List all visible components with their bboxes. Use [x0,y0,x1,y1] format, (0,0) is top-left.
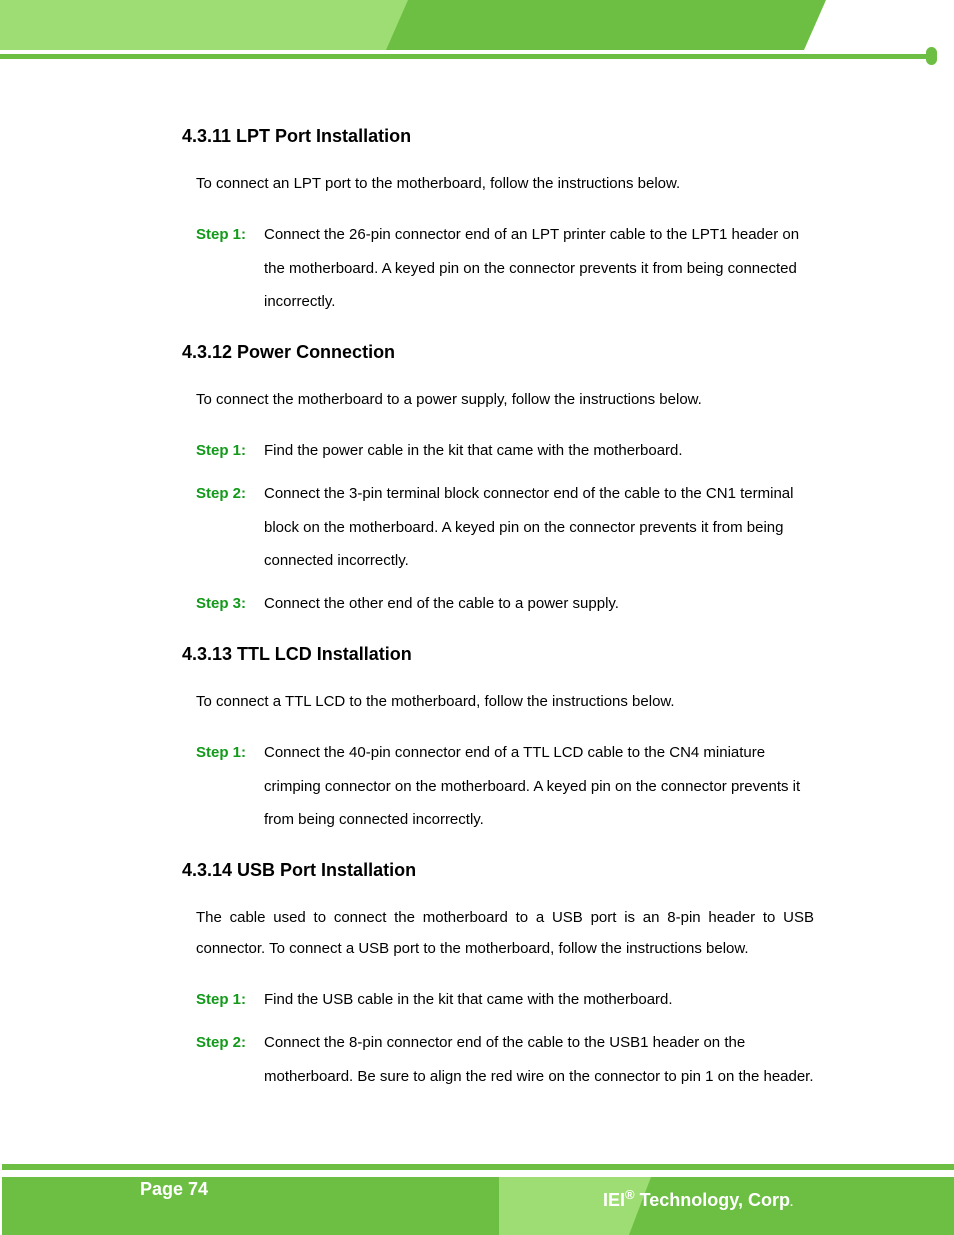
step-label: Step 2: [196,485,247,502]
step-text: Find the power cable in the kit that came with the motherboard. [264,442,683,459]
section-heading-ttl-lcd: 4.3.13 TTL LCD Installation [182,644,412,664]
step-text: Connect the 8-pin connector end of the cable to the USB1 header on the motherboard. Be sure to align the red wire on the connector to pin 1 on the header. [264,1034,814,1085]
step-label: Step 1: [196,991,247,1008]
step-label: Step 1: [196,226,247,243]
step-text: Connect the 3-pin terminal block connector end of the cable to the CN1 terminal block on the motherboard. A keyed pin on the connector prevents it from being connected incorrectly. [264,485,794,569]
header-band-dark [386,0,826,50]
header-rule [0,54,932,59]
step-text: Connect the 26-pin connector end of an LPT printer cable to the LPT1 header on the motherboard. A keyed pin on the connector prevents it from being connected incorrectly. [264,226,800,310]
footer-rule [2,1164,954,1170]
section-intro-power: To connect the motherboard to a power supply, follow the instructions below. [196,391,702,408]
section-heading-lpt: 4.3.11 LPT Port Installation [182,126,412,146]
header-rule-cap [926,47,937,65]
step-label: Step 3: [196,595,247,612]
section-intro-usb: The cable used to connect the motherboard to a USB port is an 8-pin header to USB connector. To connect a USB port to the motherboard, follow the instructions below. [196,909,814,957]
step-text: Find the USB cable in the kit that came with the motherboard. [264,991,673,1008]
company-suffix: Technology, Corp [634,1190,790,1210]
step-text: Connect the other end of the cable to a power supply. [264,595,619,612]
step-text: Connect the 40-pin connector end of a TTL LCD cable to the CN4 miniature crimping connector on the motherboard. A keyed pin on the connector prevents it from being connected incorrectly. [264,744,801,828]
step-label: Step 1: [196,744,247,761]
brand-name: IEI [603,1190,626,1210]
section-intro-lpt: To connect an LPT port to the motherboard, follow the instructions below. [196,175,681,192]
step-label: Step 2: [196,1034,247,1051]
section-heading-power: 4.3.12 Power Connection [182,342,396,362]
company-name [603,1180,793,1218]
step-label: Step 1: [196,442,247,459]
company-period: . [789,1197,794,1209]
page-number: Page 74 [140,1179,209,1199]
section-intro-ttl-lcd: To connect a TTL LCD to the motherboard, follow the instructions below. [196,693,675,710]
header-band-light [0,0,410,50]
section-heading-usb: 4.3.14 USB Port Installation [182,860,417,880]
registered-mark: ® [625,1187,635,1202]
